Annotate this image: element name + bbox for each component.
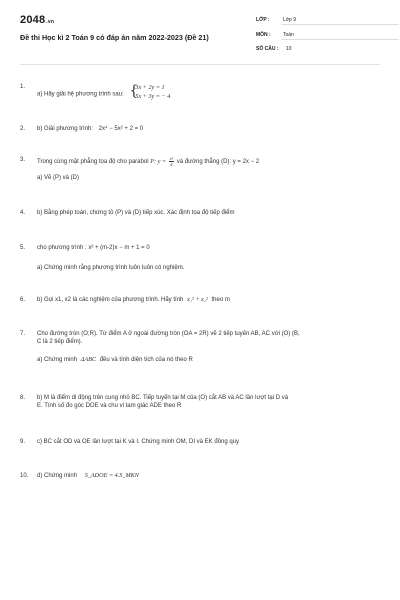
question-text: b) Gọi x1, x2 là các nghiệm của phương trình. Hãy tính — [37, 297, 184, 303]
question-number: 7. — [20, 331, 26, 337]
question-number: 2. — [20, 126, 26, 132]
area-expression: S_ADOE = 4.S_MKN — [84, 472, 139, 479]
equation-system — [129, 83, 170, 101]
header — [0, 0, 400, 62]
question-number: 5. — [20, 245, 26, 251]
question-number: 9. — [20, 439, 26, 445]
logo-suffix: .vn — [46, 19, 55, 25]
question-text: b) Giải phương trình: — [37, 126, 93, 132]
question-number: 1. — [20, 84, 26, 90]
meta-divider — [281, 39, 399, 40]
sub-question-cont: đều và tính diện tích của nó theo R — [99, 357, 193, 363]
question-text: b) Bằng phép toán, chứng tỏ (P) và (D) tiếp xúc. Xác định tọa độ tiếp điểm — [37, 210, 235, 216]
meta-subject-value: Toán — [283, 32, 294, 38]
question-text-line-1: Cho đường tròn (O;R). Từ điểm A ở ngoài đường tròn (OA = 2R) vẽ 2 tiếp tuyến AB, AC với (O) (B, — [37, 331, 300, 337]
question-number: 4. — [20, 210, 26, 216]
sum-squares-expression: x₁² + x₂² — [187, 296, 208, 303]
question-text-cont: theo m — [211, 297, 230, 303]
sub-question: a) Chứng minh — [37, 357, 78, 363]
sub-question: a) Vẽ (P) và (D) — [37, 175, 80, 181]
question-number: 10. — [20, 473, 29, 479]
fraction-numerator: x² — [169, 156, 174, 161]
meta-class-value: Lớp 9 — [283, 17, 297, 23]
meta-class-label: LỚP : — [256, 17, 270, 23]
parabol-expression: P: y = — [150, 158, 167, 166]
question-text: a) Hãy giải hệ phương trình sau: — [37, 91, 124, 98]
question-number: 6. — [20, 297, 26, 303]
equation-1: 3x + 2y = 1 — [135, 84, 165, 91]
header-separator — [20, 64, 380, 65]
brace-icon: { — [129, 83, 139, 99]
question-text: d) Chứng minh — [37, 473, 78, 479]
question-text-line-1: b) M là điểm di động trên cung nhỏ BC. Tiếp tuyến tại M của (O) cắt AB và AC lần lượt tại D và — [37, 395, 289, 401]
sub-question: a) Chứng minh rằng phương trình luôn luôn có nghiệm. — [37, 265, 185, 271]
meta-count-label: SỐ CÂU : — [256, 46, 279, 52]
meta-count-value: 10 — [286, 46, 292, 52]
meta-subject-label: MÔN : — [256, 32, 271, 38]
question-text-line-2: E. Tính số đo góc DOE và chu vi tam giác ADE theo R — [37, 403, 182, 409]
question-text: Trong cùng mặt phẳng tọa độ cho parabol — [37, 159, 149, 166]
equation: 2x⁴ − 5x² + 2 = 0 — [98, 126, 144, 132]
equation-2: 5x + 3y = − 4 — [135, 93, 171, 100]
triangle-expression: ΔABC — [80, 356, 97, 363]
site-logo[interactable] — [20, 14, 54, 26]
logo-main: 2048 — [20, 14, 46, 26]
question-text: cho phương trình : x² + (m-2)x − m + 1 = 0 — [37, 245, 150, 251]
fraction-denominator: 4 — [170, 162, 173, 167]
meta-divider — [281, 24, 399, 25]
question-text: c) BC cắt OD và OE lần lượt tại K và I. Chứng minh OM, DI và EK đồng quy — [37, 439, 240, 445]
question-number: 3. — [20, 157, 26, 163]
document-title: Đề thi Học kì 2 Toán 9 có đáp án năm 2022-2023 (Đề 21) — [20, 33, 209, 42]
question-text-cont: và đường thẳng (D): y = 2x − 2 — [176, 159, 260, 166]
fraction — [169, 156, 174, 167]
question-number: 8. — [20, 395, 26, 401]
question-text-line-2: C là 2 tiếp điểm). — [37, 339, 83, 345]
